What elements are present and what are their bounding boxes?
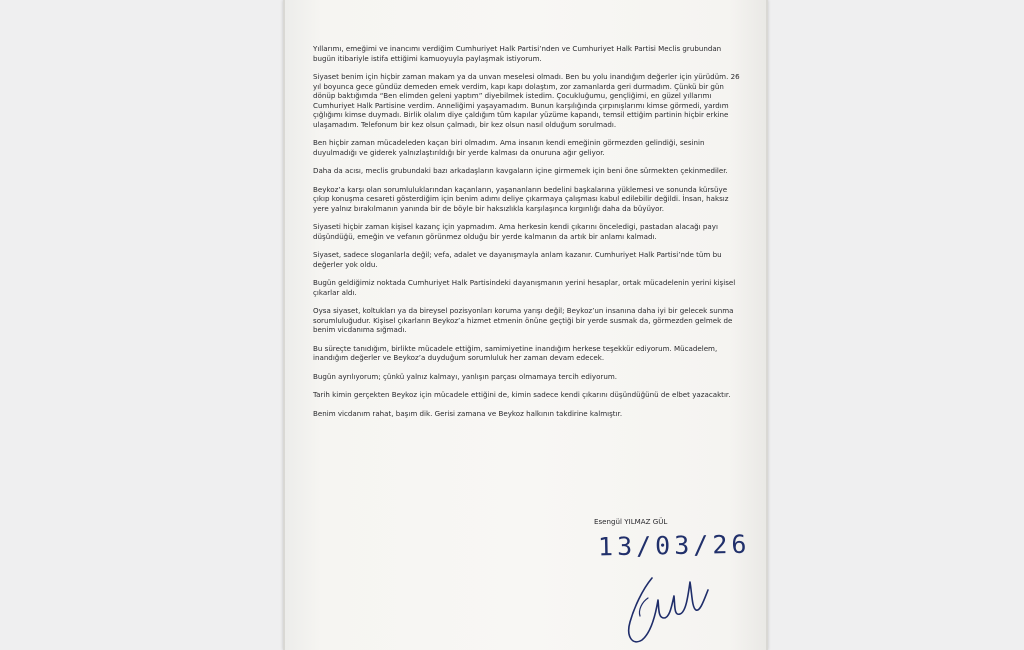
paragraph-11: Bugün ayrılıyorum; çünkü yalnız kalmayı, yanlışın parçası olmamaya tercih ediyorum. <box>313 371 618 381</box>
handwritten-signature <box>612 560 722 650</box>
paragraph-9: Oysa siyaset, koltukları ya da bireysel pozisyonları koruma yarışı değil; Beykoz’un insanına daha iyi bir gelecek sunma sorumluluğudur. Kişisel çıkarların Beykoz’a hizmet etmenin önüne geçtiği bir yerde susmak da, görmezden gelmek de benim vicdanıma sığmadı. <box>313 306 734 335</box>
paragraph-3: Ben hiçbir zaman mücadeleden kaçan biri olmadım. Ama insanın kendi emeğinin görmezden gelindiği, sesinin duyulmadığı ve giderek yalnızlaştırıldığı bir yerde kalması da onuruna ağır geliyor. <box>313 138 705 157</box>
paragraph-4: Daha da acısı, meclis grubundaki bazı arkadaşların kavgaların içine girmemek için beni öne sürmekten çekinmediler. <box>313 166 728 176</box>
paragraph-8: Bugün geldiğimiz noktada Cumhuriyet Halk Partisindeki dayanışmanın yerini hesaplar, ortak mücadelenin yerini kişisel çıkarlar aldı. <box>313 278 736 297</box>
signer-name: Esengül YILMAZ GÜL <box>594 517 668 526</box>
paragraph-5: Beykoz’a karşı olan sorumluluklarından kaçanların, yaşananların bedelini başkalarına yüklemesi ve sonunda kürsüye çıkıp konuşma cesareti gösterdiğim için benim adımı deliye çıkarmaya çalışması kabul edilebilir değildi. İnsan, haksız yere yalnız bırakılmanın yanında bir de böyle bir haksızlıkla karşılaşınca kırgınlığı daha da büyüyor. <box>313 184 729 213</box>
handwritten-date: 13/03/26 <box>597 529 751 562</box>
paragraph-1: Yıllarımı, emeğimi ve inancımı verdiğim Cumhuriyet Halk Partisi’nden ve Cumhuriyet Halk Partisi Meclis grubundan bugün itibariyle istifa ettiğimi kamuoyuyla paylaşmak istiyorum. <box>313 44 722 63</box>
paragraph-12: Tarih kimin gerçekten Beykoz için mücadele ettiğini de, kimin sadece kendi çıkarını düşündüğünü de elbet yazacaktır. <box>313 390 731 400</box>
page-edge-right <box>766 0 768 650</box>
paragraph-7: Siyaset, sadece sloganlarla değil; vefa, adalet ve dayanışmayla anlam kazanır. Cumhuriyet Halk Partisi’nde tüm bu değerler yok oldu. <box>313 250 722 269</box>
letter-body <box>313 44 741 427</box>
paragraph-13: Benim vicdanım rahat, başım dik. Gerisi zamana ve Beykoz halkının takdirine kalmıştır. <box>313 408 623 418</box>
paragraph-6: Siyaseti hiçbir zaman kişisel kazanç için yapmadım. Ama herkesin kendi çıkarını önceledigi, pastadan alacağı payı düşündüğü, emeğin ve vefanın görünmez olduğu bir yerde kalmanın da artık bir anlamı kalmadı. <box>313 222 718 241</box>
paragraph-2: Siyaset benim için hiçbir zaman makam ya da unvan meselesi olmadı. Ben bu yolu inandığım değerler için yürüdüm. 26 yıl boyunca gece gündüz demeden emek verdim, kapı kapı dolaştım, zor zamanlarda geri durmadım. Çünkü bir gün dönüp baktığımda “Ben elimden geleni yaptım” diyebilmek istedim. Çocukluğumu, gençliğimi, en güzel yıllarımı Cumhuriyet Halk Partisine verdim. Anneliğimi yaşayamadım. Bunun karşılığında çırpınışlarımı kimse görmedi, yardım çığlığımı kimse duymadı. Birlik olalım diye çaldığım tüm kapılar yüzüme kapandı, temsil ettiğim partinin hiçbir erkine ulaşamadım. Telefonum bir kez olsun çalmadı, bir kez olsun nasıl olduğum sorulmadı. <box>313 71 740 129</box>
paragraph-10: Bu süreçte tanıdığım, birlikte mücadele ettiğim, samimiyetine inandığım herkese teşekkür ediyorum. Mücadelem, inandığım değerler ve Beykoz’a duyduğum sorumluluk her zaman devam edecek. <box>313 343 718 363</box>
page-edge-left <box>283 0 285 650</box>
